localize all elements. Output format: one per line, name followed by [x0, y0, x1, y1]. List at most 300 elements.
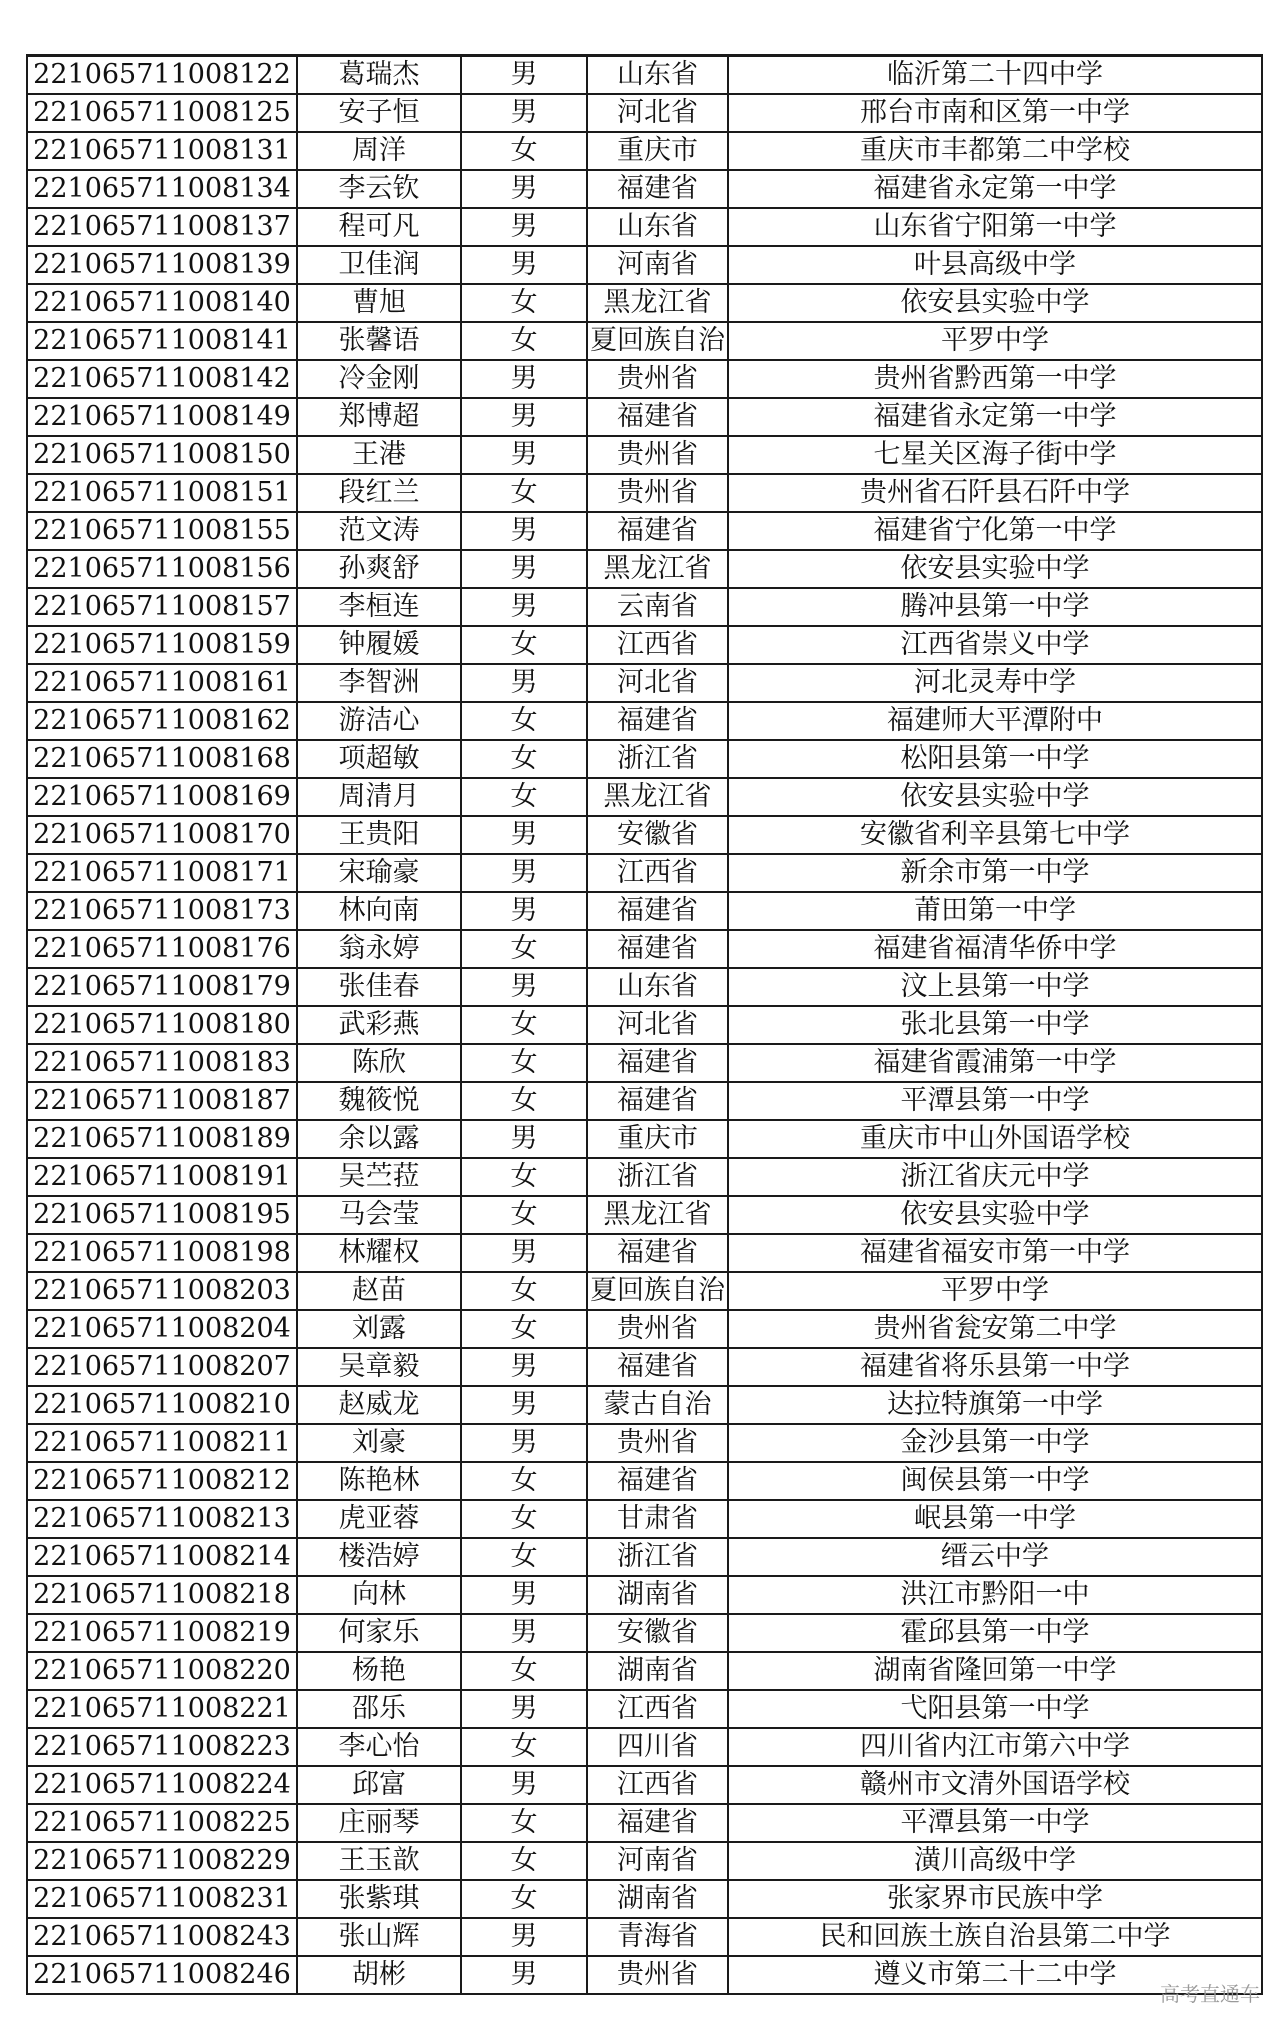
- table-row: [27, 1196, 1262, 1234]
- cell-province: 山东省: [587, 56, 728, 95]
- cell-school: 安徽省利辛县第七中学: [728, 816, 1262, 854]
- cell-province: 湖南省: [587, 1880, 728, 1918]
- table-row: [27, 1766, 1262, 1804]
- cell-province: 夏回族自治: [587, 322, 728, 360]
- cell-exam-id: 221065711008213: [27, 1500, 297, 1538]
- cell-province: 贵州省: [587, 436, 728, 474]
- cell-gender: 男: [461, 854, 587, 892]
- cell-gender: 女: [461, 1538, 587, 1576]
- cell-student-name: 周洋: [297, 132, 461, 170]
- cell-exam-id: 221065711008149: [27, 398, 297, 436]
- cell-school: 赣州市文清外国语学校: [728, 1766, 1262, 1804]
- cell-student-name: 王玉歆: [297, 1842, 461, 1880]
- cell-school: 遵义市第二十二中学: [728, 1956, 1262, 1994]
- cell-province: 安徽省: [587, 1614, 728, 1652]
- cell-student-name: 李云钦: [297, 170, 461, 208]
- cell-province: 山东省: [587, 968, 728, 1006]
- cell-province: 福建省: [587, 1234, 728, 1272]
- cell-gender: 男: [461, 208, 587, 246]
- table-row: [27, 1538, 1262, 1576]
- cell-gender: 男: [461, 816, 587, 854]
- cell-province: 云南省: [587, 588, 728, 626]
- cell-student-name: 马会莹: [297, 1196, 461, 1234]
- cell-province: 黑龙江省: [587, 550, 728, 588]
- cell-gender: 女: [461, 778, 587, 816]
- table-row: [27, 1652, 1262, 1690]
- table-row: [27, 1880, 1262, 1918]
- cell-province: 福建省: [587, 398, 728, 436]
- cell-province: 山东省: [587, 208, 728, 246]
- table-row: [27, 550, 1262, 588]
- table-row: [27, 854, 1262, 892]
- cell-exam-id: 221065711008157: [27, 588, 297, 626]
- table-row: [27, 1500, 1262, 1538]
- student-roster-table: [26, 54, 1263, 1995]
- cell-gender: 男: [461, 512, 587, 550]
- table-row: [27, 1804, 1262, 1842]
- cell-gender: 女: [461, 702, 587, 740]
- cell-school: 湖南省隆回第一中学: [728, 1652, 1262, 1690]
- cell-exam-id: 221065711008204: [27, 1310, 297, 1348]
- cell-province: 江西省: [587, 1766, 728, 1804]
- table-row: [27, 778, 1262, 816]
- cell-student-name: 魏筱悦: [297, 1082, 461, 1120]
- cell-province: 甘肃省: [587, 1500, 728, 1538]
- cell-school: 依安县实验中学: [728, 778, 1262, 816]
- cell-exam-id: 221065711008214: [27, 1538, 297, 1576]
- table-row: [27, 132, 1262, 170]
- table-row: [27, 1576, 1262, 1614]
- cell-province: 浙江省: [587, 740, 728, 778]
- cell-gender: 男: [461, 246, 587, 284]
- cell-exam-id: 221065711008191: [27, 1158, 297, 1196]
- cell-province: 四川省: [587, 1728, 728, 1766]
- cell-province: 重庆市: [587, 1120, 728, 1158]
- table-row: [27, 702, 1262, 740]
- cell-province: 河北省: [587, 94, 728, 132]
- cell-gender: 男: [461, 398, 587, 436]
- cell-province: 浙江省: [587, 1538, 728, 1576]
- cell-province: 福建省: [587, 930, 728, 968]
- table-row: [27, 740, 1262, 778]
- cell-school: 缙云中学: [728, 1538, 1262, 1576]
- table-row: [27, 1006, 1262, 1044]
- cell-province: 河北省: [587, 664, 728, 702]
- cell-gender: 男: [461, 56, 587, 95]
- cell-school: 弋阳县第一中学: [728, 1690, 1262, 1728]
- cell-school: 霍邱县第一中学: [728, 1614, 1262, 1652]
- cell-exam-id: 221065711008211: [27, 1424, 297, 1462]
- cell-province: 河南省: [587, 1842, 728, 1880]
- cell-school: 张家界市民族中学: [728, 1880, 1262, 1918]
- table-row: [27, 1310, 1262, 1348]
- cell-exam-id: 221065711008155: [27, 512, 297, 550]
- cell-student-name: 葛瑞杰: [297, 56, 461, 95]
- cell-exam-id: 221065711008169: [27, 778, 297, 816]
- cell-school: 汶上县第一中学: [728, 968, 1262, 1006]
- cell-student-name: 游洁心: [297, 702, 461, 740]
- cell-province: 黑龙江省: [587, 1196, 728, 1234]
- cell-gender: 男: [461, 588, 587, 626]
- cell-gender: 女: [461, 930, 587, 968]
- cell-student-name: 冷金刚: [297, 360, 461, 398]
- cell-school: 平罗中学: [728, 322, 1262, 360]
- cell-exam-id: 221065711008122: [27, 56, 297, 95]
- cell-student-name: 钟履媛: [297, 626, 461, 664]
- table-row: [27, 1044, 1262, 1082]
- cell-province: 福建省: [587, 512, 728, 550]
- cell-gender: 女: [461, 132, 587, 170]
- roster-sheet: [26, 54, 1263, 1995]
- table-row: [27, 968, 1262, 1006]
- cell-student-name: 向林: [297, 1576, 461, 1614]
- cell-school: 达拉特旗第一中学: [728, 1386, 1262, 1424]
- cell-student-name: 王贵阳: [297, 816, 461, 854]
- cell-exam-id: 221065711008225: [27, 1804, 297, 1842]
- table-row: [27, 360, 1262, 398]
- table-row: [27, 1424, 1262, 1462]
- table-row: [27, 626, 1262, 664]
- cell-province: 福建省: [587, 1082, 728, 1120]
- cell-school: 福建省将乐县第一中学: [728, 1348, 1262, 1386]
- cell-student-name: 武彩燕: [297, 1006, 461, 1044]
- cell-exam-id: 221065711008159: [27, 626, 297, 664]
- cell-province: 夏回族自治: [587, 1272, 728, 1310]
- cell-province: 蒙古自治: [587, 1386, 728, 1424]
- cell-province: 贵州省: [587, 1424, 728, 1462]
- cell-student-name: 李心怡: [297, 1728, 461, 1766]
- table-row: [27, 322, 1262, 360]
- cell-school: 平罗中学: [728, 1272, 1262, 1310]
- cell-exam-id: 221065711008161: [27, 664, 297, 702]
- cell-student-name: 林耀权: [297, 1234, 461, 1272]
- cell-student-name: 安子恒: [297, 94, 461, 132]
- cell-student-name: 余以露: [297, 1120, 461, 1158]
- cell-province: 贵州省: [587, 360, 728, 398]
- cell-gender: 男: [461, 94, 587, 132]
- table-row: [27, 512, 1262, 550]
- cell-gender: 女: [461, 1500, 587, 1538]
- cell-school: 福建省福清华侨中学: [728, 930, 1262, 968]
- cell-school: 七星关区海子街中学: [728, 436, 1262, 474]
- cell-school: 浙江省庆元中学: [728, 1158, 1262, 1196]
- cell-gender: 女: [461, 1082, 587, 1120]
- cell-school: 福建省霞浦第一中学: [728, 1044, 1262, 1082]
- cell-student-name: 卫佳润: [297, 246, 461, 284]
- cell-gender: 女: [461, 1462, 587, 1500]
- cell-school: 平潭县第一中学: [728, 1804, 1262, 1842]
- cell-gender: 男: [461, 1386, 587, 1424]
- cell-gender: 男: [461, 1234, 587, 1272]
- cell-exam-id: 221065711008210: [27, 1386, 297, 1424]
- cell-school: 莆田第一中学: [728, 892, 1262, 930]
- cell-exam-id: 221065711008125: [27, 94, 297, 132]
- cell-gender: 男: [461, 1918, 587, 1956]
- cell-exam-id: 221065711008171: [27, 854, 297, 892]
- cell-student-name: 赵威龙: [297, 1386, 461, 1424]
- cell-exam-id: 221065711008246: [27, 1956, 297, 1994]
- cell-gender: 男: [461, 892, 587, 930]
- cell-student-name: 项超敏: [297, 740, 461, 778]
- cell-province: 贵州省: [587, 474, 728, 512]
- cell-student-name: 李桓连: [297, 588, 461, 626]
- cell-province: 福建省: [587, 1044, 728, 1082]
- cell-school: 松阳县第一中学: [728, 740, 1262, 778]
- cell-school: 依安县实验中学: [728, 284, 1262, 322]
- cell-school: 重庆市中山外国语学校: [728, 1120, 1262, 1158]
- cell-gender: 男: [461, 1424, 587, 1462]
- table-row: [27, 246, 1262, 284]
- cell-school: 金沙县第一中学: [728, 1424, 1262, 1462]
- cell-gender: 女: [461, 1728, 587, 1766]
- cell-school: 民和回族土族自治县第二中学: [728, 1918, 1262, 1956]
- cell-exam-id: 221065711008176: [27, 930, 297, 968]
- cell-school: 河北灵寿中学: [728, 664, 1262, 702]
- cell-student-name: 杨艳: [297, 1652, 461, 1690]
- cell-exam-id: 221065711008231: [27, 1880, 297, 1918]
- cell-gender: 男: [461, 550, 587, 588]
- cell-student-name: 孙爽舒: [297, 550, 461, 588]
- cell-province: 福建省: [587, 892, 728, 930]
- table-row: [27, 588, 1262, 626]
- cell-student-name: 程可凡: [297, 208, 461, 246]
- cell-province: 黑龙江省: [587, 778, 728, 816]
- cell-exam-id: 221065711008224: [27, 1766, 297, 1804]
- cell-gender: 女: [461, 1272, 587, 1310]
- cell-gender: 男: [461, 436, 587, 474]
- cell-gender: 女: [461, 1652, 587, 1690]
- cell-student-name: 何家乐: [297, 1614, 461, 1652]
- cell-student-name: 虎亚蓉: [297, 1500, 461, 1538]
- cell-gender: 女: [461, 1880, 587, 1918]
- cell-exam-id: 221065711008207: [27, 1348, 297, 1386]
- cell-school: 张北县第一中学: [728, 1006, 1262, 1044]
- cell-school: 福建省福安市第一中学: [728, 1234, 1262, 1272]
- cell-student-name: 王港: [297, 436, 461, 474]
- cell-student-name: 曹旭: [297, 284, 461, 322]
- table-row: [27, 930, 1262, 968]
- cell-gender: 女: [461, 1006, 587, 1044]
- table-row: [27, 1614, 1262, 1652]
- cell-exam-id: 221065711008134: [27, 170, 297, 208]
- table-row: [27, 1462, 1262, 1500]
- cell-exam-id: 221065711008212: [27, 1462, 297, 1500]
- table-row: [27, 398, 1262, 436]
- cell-student-name: 张馨语: [297, 322, 461, 360]
- cell-gender: 男: [461, 1576, 587, 1614]
- table-row: [27, 1120, 1262, 1158]
- table-row: [27, 56, 1262, 95]
- cell-province: 浙江省: [587, 1158, 728, 1196]
- table-row: [27, 1690, 1262, 1728]
- table-row: [27, 208, 1262, 246]
- cell-student-name: 范文涛: [297, 512, 461, 550]
- cell-province: 青海省: [587, 1918, 728, 1956]
- cell-student-name: 吴章毅: [297, 1348, 461, 1386]
- cell-province: 贵州省: [587, 1310, 728, 1348]
- cell-gender: 男: [461, 360, 587, 398]
- cell-school: 四川省内江市第六中学: [728, 1728, 1262, 1766]
- cell-student-name: 庄丽琴: [297, 1804, 461, 1842]
- cell-exam-id: 221065711008162: [27, 702, 297, 740]
- cell-province: 河北省: [587, 1006, 728, 1044]
- cell-school: 山东省宁阳第一中学: [728, 208, 1262, 246]
- cell-school: 邢台市南和区第一中学: [728, 94, 1262, 132]
- cell-gender: 男: [461, 1348, 587, 1386]
- cell-province: 湖南省: [587, 1652, 728, 1690]
- cell-school: 福建省永定第一中学: [728, 398, 1262, 436]
- cell-student-name: 赵苗: [297, 1272, 461, 1310]
- cell-province: 安徽省: [587, 816, 728, 854]
- cell-exam-id: 221065711008187: [27, 1082, 297, 1120]
- cell-exam-id: 221065711008140: [27, 284, 297, 322]
- cell-gender: 男: [461, 968, 587, 1006]
- table-row: [27, 816, 1262, 854]
- cell-gender: 女: [461, 1196, 587, 1234]
- cell-school: 叶县高级中学: [728, 246, 1262, 284]
- cell-school: 福建省永定第一中学: [728, 170, 1262, 208]
- cell-province: 贵州省: [587, 1956, 728, 1994]
- table-row: [27, 1386, 1262, 1424]
- cell-student-name: 林向南: [297, 892, 461, 930]
- cell-school: 重庆市丰都第二中学校: [728, 132, 1262, 170]
- table-row: [27, 1728, 1262, 1766]
- table-row: [27, 1234, 1262, 1272]
- cell-gender: 男: [461, 664, 587, 702]
- table-row: [27, 1082, 1262, 1120]
- cell-student-name: 邱富: [297, 1766, 461, 1804]
- cell-school: 闽侯县第一中学: [728, 1462, 1262, 1500]
- cell-exam-id: 221065711008218: [27, 1576, 297, 1614]
- table-row: [27, 474, 1262, 512]
- cell-province: 福建省: [587, 702, 728, 740]
- cell-gender: 女: [461, 1044, 587, 1082]
- cell-gender: 女: [461, 740, 587, 778]
- cell-gender: 女: [461, 322, 587, 360]
- cell-exam-id: 221065711008141: [27, 322, 297, 360]
- table-row: [27, 892, 1262, 930]
- cell-gender: 男: [461, 1120, 587, 1158]
- cell-province: 福建省: [587, 1804, 728, 1842]
- cell-student-name: 宋瑜豪: [297, 854, 461, 892]
- cell-school: 福建省宁化第一中学: [728, 512, 1262, 550]
- cell-province: 江西省: [587, 626, 728, 664]
- cell-exam-id: 221065711008195: [27, 1196, 297, 1234]
- cell-gender: 女: [461, 474, 587, 512]
- cell-student-name: 段红兰: [297, 474, 461, 512]
- cell-gender: 女: [461, 626, 587, 664]
- cell-province: 江西省: [587, 1690, 728, 1728]
- table-row: [27, 1348, 1262, 1386]
- cell-exam-id: 221065711008198: [27, 1234, 297, 1272]
- cell-student-name: 李智洲: [297, 664, 461, 702]
- table-row: [27, 1158, 1262, 1196]
- cell-exam-id: 221065711008137: [27, 208, 297, 246]
- cell-exam-id: 221065711008220: [27, 1652, 297, 1690]
- cell-gender: 男: [461, 1614, 587, 1652]
- cell-exam-id: 221065711008221: [27, 1690, 297, 1728]
- cell-student-name: 楼浩婷: [297, 1538, 461, 1576]
- cell-exam-id: 221065711008203: [27, 1272, 297, 1310]
- cell-province: 黑龙江省: [587, 284, 728, 322]
- cell-student-name: 陈欣: [297, 1044, 461, 1082]
- cell-gender: 女: [461, 1158, 587, 1196]
- cell-province: 重庆市: [587, 132, 728, 170]
- cell-exam-id: 221065711008223: [27, 1728, 297, 1766]
- cell-province: 湖南省: [587, 1576, 728, 1614]
- table-row: [27, 1918, 1262, 1956]
- table-row: [27, 284, 1262, 322]
- cell-student-name: 刘露: [297, 1310, 461, 1348]
- cell-student-name: 张山辉: [297, 1918, 461, 1956]
- cell-gender: 男: [461, 1766, 587, 1804]
- cell-student-name: 张佳春: [297, 968, 461, 1006]
- cell-school: 依安县实验中学: [728, 550, 1262, 588]
- cell-exam-id: 221065711008156: [27, 550, 297, 588]
- cell-school: 贵州省黔西第一中学: [728, 360, 1262, 398]
- table-row: [27, 436, 1262, 474]
- cell-school: 贵州省石阡县石阡中学: [728, 474, 1262, 512]
- cell-student-name: 张紫琪: [297, 1880, 461, 1918]
- cell-exam-id: 221065711008180: [27, 1006, 297, 1044]
- table-row: [27, 664, 1262, 702]
- cell-province: 福建省: [587, 1462, 728, 1500]
- cell-student-name: 陈艳林: [297, 1462, 461, 1500]
- cell-exam-id: 221065711008139: [27, 246, 297, 284]
- cell-school: 平潭县第一中学: [728, 1082, 1262, 1120]
- cell-gender: 女: [461, 1310, 587, 1348]
- cell-exam-id: 221065711008183: [27, 1044, 297, 1082]
- cell-school: 岷县第一中学: [728, 1500, 1262, 1538]
- cell-exam-id: 221065711008229: [27, 1842, 297, 1880]
- cell-school: 贵州省瓮安第二中学: [728, 1310, 1262, 1348]
- cell-exam-id: 221065711008168: [27, 740, 297, 778]
- cell-gender: 女: [461, 1804, 587, 1842]
- cell-exam-id: 221065711008219: [27, 1614, 297, 1652]
- cell-exam-id: 221065711008170: [27, 816, 297, 854]
- cell-gender: 女: [461, 1842, 587, 1880]
- cell-school: 腾冲县第一中学: [728, 588, 1262, 626]
- cell-province: 江西省: [587, 854, 728, 892]
- cell-student-name: 吴苎菈: [297, 1158, 461, 1196]
- cell-school: 洪江市黔阳一中: [728, 1576, 1262, 1614]
- cell-exam-id: 221065711008142: [27, 360, 297, 398]
- cell-exam-id: 221065711008151: [27, 474, 297, 512]
- cell-exam-id: 221065711008189: [27, 1120, 297, 1158]
- cell-exam-id: 221065711008131: [27, 132, 297, 170]
- cell-exam-id: 221065711008173: [27, 892, 297, 930]
- cell-gender: 男: [461, 1956, 587, 1994]
- table-row: [27, 1956, 1262, 1994]
- cell-school: 福建师大平潭附中: [728, 702, 1262, 740]
- cell-student-name: 周清月: [297, 778, 461, 816]
- cell-exam-id: 221065711008179: [27, 968, 297, 1006]
- cell-province: 河南省: [587, 246, 728, 284]
- table-row: [27, 1842, 1262, 1880]
- cell-school: 依安县实验中学: [728, 1196, 1262, 1234]
- cell-student-name: 邵乐: [297, 1690, 461, 1728]
- cell-school: 临沂第二十四中学: [728, 56, 1262, 95]
- table-row: [27, 170, 1262, 208]
- cell-exam-id: 221065711008243: [27, 1918, 297, 1956]
- cell-gender: 女: [461, 284, 587, 322]
- cell-gender: 男: [461, 170, 587, 208]
- cell-province: 福建省: [587, 1348, 728, 1386]
- cell-student-name: 翁永婷: [297, 930, 461, 968]
- roster-body: [27, 56, 1262, 1995]
- table-row: [27, 94, 1262, 132]
- table-row: [27, 1272, 1262, 1310]
